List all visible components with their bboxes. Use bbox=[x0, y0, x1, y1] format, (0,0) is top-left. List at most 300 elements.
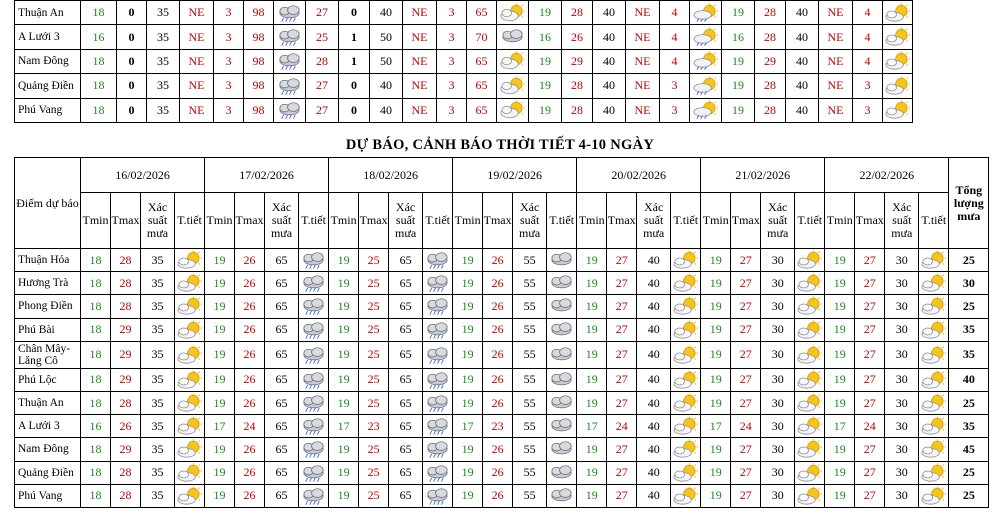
rain-probability-cell: 65 bbox=[389, 484, 423, 507]
wind-direction-cell: NE bbox=[403, 1, 437, 25]
rain-probability-cell: 65 bbox=[265, 391, 299, 414]
weather-cell bbox=[795, 368, 825, 391]
cloudy-icon bbox=[548, 439, 575, 459]
rain-probability-cell: 55 bbox=[513, 249, 547, 272]
tmax-cell: 28 bbox=[755, 25, 786, 49]
weather-cell bbox=[795, 249, 825, 272]
rain-probability-cell: 35 bbox=[147, 98, 180, 122]
rain-probability-cell: 65 bbox=[265, 368, 299, 391]
weather-cell bbox=[795, 341, 825, 368]
location-name: Nam Đông bbox=[15, 438, 81, 461]
tmax-cell: 26 bbox=[483, 295, 513, 318]
rain-probability-cell: 65 bbox=[265, 341, 299, 368]
tmin-cell: 19 bbox=[701, 249, 731, 272]
weather-header: T.tiết bbox=[175, 193, 205, 249]
location-header: Điểm dự báo bbox=[15, 158, 81, 249]
wind-level-cell: 3 bbox=[853, 98, 883, 122]
tmin-header: Tmin bbox=[577, 193, 607, 249]
rain-probability-cell: 40 bbox=[786, 74, 819, 98]
tmin-cell: 19 bbox=[577, 438, 607, 461]
sunny-cloud-icon bbox=[884, 100, 911, 120]
tmin-cell: 18 bbox=[81, 438, 111, 461]
wind-level-cell: 4 bbox=[853, 1, 883, 25]
sunny-cloud-icon bbox=[884, 51, 911, 71]
rain-probability-cell: 40 bbox=[637, 318, 671, 341]
rain-probability-cell: 35 bbox=[141, 368, 175, 391]
tmax-cell: 27 bbox=[607, 438, 637, 461]
weather-cell bbox=[423, 318, 453, 341]
cloudy-rain-icon bbox=[300, 320, 327, 340]
weather-cell bbox=[299, 295, 329, 318]
weather-cell bbox=[919, 368, 949, 391]
tmin-cell: 19 bbox=[453, 368, 483, 391]
tmin-cell: 19 bbox=[701, 318, 731, 341]
wind-level-cell: 3 bbox=[214, 98, 244, 122]
sunny-rain-icon bbox=[692, 3, 719, 23]
tmax-cell: 26 bbox=[111, 415, 141, 438]
location-name: Quảng Điền bbox=[15, 74, 81, 98]
table-row bbox=[15, 249, 989, 272]
tmin-cell: 19 bbox=[205, 484, 235, 507]
rain-probability-cell: 40 bbox=[593, 25, 626, 49]
humidity-cell: 98 bbox=[244, 74, 274, 98]
rain-probability-cell: 40 bbox=[593, 1, 626, 25]
tmin-cell: 19 bbox=[453, 272, 483, 295]
date-header: 17/02/2026 bbox=[205, 158, 329, 193]
location-name: A Lưới 3 bbox=[15, 25, 81, 49]
rain-probability-cell: 30 bbox=[885, 391, 919, 414]
tmin-cell: 18 bbox=[81, 272, 111, 295]
forecast-heading: DỰ BÁO, CẢNH BÁO THỜI TIẾT 4-10 NGÀY bbox=[345, 137, 655, 153]
location-name: Thuận An bbox=[15, 391, 81, 414]
tmax-cell: 24 bbox=[731, 415, 761, 438]
weather-cell bbox=[175, 415, 205, 438]
tmax-cell: 26 bbox=[235, 318, 265, 341]
tmin-cell: 19 bbox=[577, 391, 607, 414]
rain-probability-cell: 30 bbox=[885, 249, 919, 272]
tmax-cell: 28 bbox=[562, 74, 593, 98]
tmin-cell: 19 bbox=[825, 249, 855, 272]
tmin-cell: 19 bbox=[205, 368, 235, 391]
wind-direction-cell: NE bbox=[626, 25, 660, 49]
location-name: Phong Điền bbox=[15, 295, 81, 318]
tmax-cell: 24 bbox=[607, 415, 637, 438]
tmax-cell: 27 bbox=[855, 484, 885, 507]
tmin-cell: 19 bbox=[577, 484, 607, 507]
tmin-cell: 19 bbox=[329, 438, 359, 461]
tmax-cell: 26 bbox=[483, 461, 513, 484]
tmax-cell: 26 bbox=[483, 272, 513, 295]
tmax-cell: 28 bbox=[562, 1, 593, 25]
tmin-cell: 19 bbox=[205, 318, 235, 341]
weather-cell bbox=[299, 272, 329, 295]
tmin-cell: 18 bbox=[81, 391, 111, 414]
wind-level-cell: 3 bbox=[660, 98, 690, 122]
sunny-cloud-icon bbox=[796, 250, 823, 270]
sunny-cloud-icon bbox=[796, 345, 823, 365]
humidity-cell: 70 bbox=[467, 25, 497, 49]
cloudy-icon bbox=[548, 250, 575, 270]
sunny-rain-icon bbox=[692, 76, 719, 96]
location-name: Chân Mây-Lăng Cô bbox=[15, 341, 81, 368]
rain-probability-cell: 65 bbox=[389, 461, 423, 484]
rain-probability-cell: 30 bbox=[761, 272, 795, 295]
tmin-cell: 18 bbox=[81, 249, 111, 272]
rain-probability-cell: 65 bbox=[389, 391, 423, 414]
rain-cell: 0 bbox=[117, 74, 147, 98]
weather-cell bbox=[795, 295, 825, 318]
table-row bbox=[15, 484, 989, 507]
rain-probability-cell: 40 bbox=[637, 368, 671, 391]
tmin-cell: 18 bbox=[81, 295, 111, 318]
date-header: 20/02/2026 bbox=[577, 158, 701, 193]
rain-probability-header: Xác suất mưa bbox=[265, 193, 299, 249]
rain-probability-cell: 30 bbox=[761, 295, 795, 318]
rain-probability-cell: 65 bbox=[265, 438, 299, 461]
tmax-cell: 29 bbox=[111, 438, 141, 461]
weather-cell bbox=[175, 341, 205, 368]
sunny-cloud-icon bbox=[672, 370, 699, 390]
weather-header: T.tiết bbox=[795, 193, 825, 249]
rain-probability-cell: 30 bbox=[761, 391, 795, 414]
weather-cell bbox=[547, 249, 577, 272]
tmax-cell: 27 bbox=[731, 368, 761, 391]
rain-probability-cell: 30 bbox=[885, 461, 919, 484]
tmax-cell: 27 bbox=[731, 461, 761, 484]
weather-cell bbox=[497, 25, 529, 49]
tmax-cell: 28 bbox=[111, 461, 141, 484]
wind-direction-cell: NE bbox=[403, 49, 437, 73]
rain-probability-cell: 35 bbox=[147, 1, 180, 25]
cloudy-icon bbox=[548, 296, 575, 316]
tmax-cell: 27 bbox=[855, 318, 885, 341]
partly-sunny-icon bbox=[499, 100, 526, 120]
tmin-header: Tmin bbox=[81, 193, 111, 249]
tmin-cell: 16 bbox=[529, 25, 562, 49]
weather-cell bbox=[274, 74, 306, 98]
rain-probability-cell: 35 bbox=[141, 461, 175, 484]
tmin-cell: 19 bbox=[701, 368, 731, 391]
rain-probability-cell: 40 bbox=[593, 74, 626, 98]
weather-cell bbox=[299, 415, 329, 438]
rain-probability-cell: 65 bbox=[389, 249, 423, 272]
rain-probability-cell: 65 bbox=[265, 249, 299, 272]
wind-direction-cell: NE bbox=[180, 98, 214, 122]
total-rain-cell: 25 bbox=[949, 391, 989, 414]
tmin-cell: 19 bbox=[825, 368, 855, 391]
cloudy-rain-icon bbox=[424, 296, 451, 316]
tmin-cell: 19 bbox=[453, 341, 483, 368]
tmax-cell: 27 bbox=[607, 368, 637, 391]
date-header: 18/02/2026 bbox=[329, 158, 453, 193]
rain-probability-cell: 40 bbox=[786, 25, 819, 49]
table-row bbox=[15, 25, 913, 49]
tmin-cell: 19 bbox=[205, 341, 235, 368]
weather-cell bbox=[299, 438, 329, 461]
cloudy-rain-icon bbox=[276, 100, 303, 120]
tmax-cell: 29 bbox=[111, 341, 141, 368]
total-rain-cell: 45 bbox=[949, 438, 989, 461]
rain-probability-cell: 40 bbox=[637, 461, 671, 484]
tmax-cell: 28 bbox=[111, 484, 141, 507]
location-name: Phú Lộc bbox=[15, 368, 81, 391]
wind-direction-cell: NE bbox=[819, 25, 853, 49]
weather-cell bbox=[423, 461, 453, 484]
rain-probability-cell: 55 bbox=[513, 438, 547, 461]
cloudy-icon bbox=[548, 345, 575, 365]
location-name: Phú Vang bbox=[15, 98, 81, 122]
tmax-cell: 27 bbox=[306, 98, 339, 122]
tmin-cell: 19 bbox=[701, 438, 731, 461]
rain-probability-cell: 55 bbox=[513, 318, 547, 341]
tmin-cell: 17 bbox=[577, 415, 607, 438]
cloudy-rain-icon bbox=[424, 345, 451, 365]
cloudy-icon bbox=[548, 416, 575, 436]
rain-probability-cell: 30 bbox=[885, 272, 919, 295]
weather-cell bbox=[547, 341, 577, 368]
weather-cell bbox=[547, 391, 577, 414]
tmax-header: Tmax bbox=[731, 193, 761, 249]
rain-probability-cell: 35 bbox=[141, 295, 175, 318]
sunny-cloud-icon bbox=[920, 463, 947, 483]
tmax-cell: 27 bbox=[306, 74, 339, 98]
tmin-cell: 19 bbox=[701, 391, 731, 414]
tmax-cell: 29 bbox=[755, 49, 786, 73]
location-name: Quảng Điền bbox=[15, 461, 81, 484]
weather-cell bbox=[175, 318, 205, 341]
rain-cell: 0 bbox=[117, 25, 147, 49]
cloudy-rain-icon bbox=[300, 439, 327, 459]
tmin-cell: 19 bbox=[205, 438, 235, 461]
wind-direction-cell: NE bbox=[403, 25, 437, 49]
sunny-cloud-icon bbox=[176, 393, 203, 413]
rain-probability-cell: 30 bbox=[885, 295, 919, 318]
sunny-cloud-icon bbox=[796, 393, 823, 413]
wind-level-cell: 4 bbox=[660, 49, 690, 73]
tmin-cell: 19 bbox=[205, 391, 235, 414]
weather-cell bbox=[919, 461, 949, 484]
weather-cell bbox=[671, 391, 701, 414]
tmin-cell: 19 bbox=[529, 1, 562, 25]
tmin-cell: 19 bbox=[205, 272, 235, 295]
tmin-cell: 19 bbox=[453, 295, 483, 318]
weather-cell bbox=[919, 318, 949, 341]
tmin-cell: 19 bbox=[701, 272, 731, 295]
cloudy-rain-icon bbox=[300, 393, 327, 413]
tmax-cell: 25 bbox=[359, 249, 389, 272]
humidity-cell: 65 bbox=[467, 1, 497, 25]
sunny-cloud-icon bbox=[176, 296, 203, 316]
total-rain-cell: 25 bbox=[949, 295, 989, 318]
table-row bbox=[15, 368, 989, 391]
weather-cell bbox=[547, 461, 577, 484]
tmax-cell: 27 bbox=[855, 272, 885, 295]
wind-level-cell: 4 bbox=[853, 25, 883, 49]
tmin-cell: 19 bbox=[529, 98, 562, 122]
sunny-cloud-icon bbox=[796, 486, 823, 506]
tmin-cell: 19 bbox=[329, 391, 359, 414]
weather-cell bbox=[423, 341, 453, 368]
weather-cell bbox=[175, 272, 205, 295]
tmin-cell: 19 bbox=[453, 391, 483, 414]
tmin-cell: 18 bbox=[81, 341, 111, 368]
rain-cell: 1 bbox=[339, 25, 370, 49]
tmin-cell: 18 bbox=[81, 74, 117, 98]
rain-probability-cell: 50 bbox=[370, 25, 403, 49]
cloudy-rain-icon bbox=[300, 250, 327, 270]
tmax-cell: 29 bbox=[562, 49, 593, 73]
rain-probability-cell: 30 bbox=[885, 318, 919, 341]
weather-cell bbox=[883, 25, 913, 49]
tmin-cell: 19 bbox=[205, 249, 235, 272]
tmax-cell: 25 bbox=[359, 272, 389, 295]
rain-probability-cell: 30 bbox=[885, 484, 919, 507]
weather-cell bbox=[423, 391, 453, 414]
tmin-cell: 19 bbox=[529, 74, 562, 98]
cloudy-rain-icon bbox=[276, 27, 303, 47]
cloudy-rain-icon bbox=[300, 486, 327, 506]
weather-cell bbox=[795, 461, 825, 484]
rain-cell: 0 bbox=[339, 98, 370, 122]
tmin-cell: 18 bbox=[81, 461, 111, 484]
sunny-cloud-icon bbox=[672, 345, 699, 365]
rain-probability-cell: 65 bbox=[389, 272, 423, 295]
sunny-cloud-icon bbox=[920, 439, 947, 459]
weather-cell bbox=[497, 49, 529, 73]
cloudy-icon bbox=[499, 27, 526, 47]
wind-level-cell: 3 bbox=[437, 74, 467, 98]
weather-header: T.tiết bbox=[299, 193, 329, 249]
tmax-cell: 28 bbox=[755, 1, 786, 25]
tmax-cell: 28 bbox=[755, 98, 786, 122]
tmax-cell: 27 bbox=[855, 391, 885, 414]
sunny-cloud-icon bbox=[176, 345, 203, 365]
table-row bbox=[15, 461, 989, 484]
tmin-cell: 18 bbox=[81, 49, 117, 73]
partly-sunny-icon bbox=[499, 3, 526, 23]
weather-cell bbox=[423, 272, 453, 295]
tmin-cell: 16 bbox=[81, 415, 111, 438]
humidity-cell: 98 bbox=[244, 1, 274, 25]
tmax-cell: 27 bbox=[731, 272, 761, 295]
table-row bbox=[15, 98, 913, 122]
weather-cell bbox=[274, 25, 306, 49]
rain-probability-header: Xác suất mưa bbox=[885, 193, 919, 249]
wind-level-cell: 3 bbox=[214, 74, 244, 98]
total-rain-cell: 35 bbox=[949, 415, 989, 438]
rain-probability-cell: 35 bbox=[147, 25, 180, 49]
tmin-cell: 19 bbox=[701, 295, 731, 318]
rain-probability-cell: 40 bbox=[370, 1, 403, 25]
weather-cell bbox=[547, 438, 577, 461]
cloudy-icon bbox=[548, 320, 575, 340]
location-name: Phú Bài bbox=[15, 318, 81, 341]
rain-probability-cell: 35 bbox=[141, 272, 175, 295]
total-rain-cell: 35 bbox=[949, 318, 989, 341]
tmin-cell: 19 bbox=[329, 318, 359, 341]
tmax-header: Tmax bbox=[235, 193, 265, 249]
tmax-cell: 26 bbox=[483, 318, 513, 341]
rain-cell: 0 bbox=[339, 74, 370, 98]
tmax-cell: 27 bbox=[855, 438, 885, 461]
rain-probability-cell: 40 bbox=[370, 74, 403, 98]
tmin-cell: 19 bbox=[329, 341, 359, 368]
cloudy-rain-icon bbox=[424, 370, 451, 390]
rain-probability-cell: 40 bbox=[637, 415, 671, 438]
weather-cell bbox=[547, 272, 577, 295]
tmax-cell: 28 bbox=[306, 49, 339, 73]
weather-cell bbox=[547, 295, 577, 318]
tmin-cell: 19 bbox=[329, 249, 359, 272]
tmax-cell: 27 bbox=[607, 341, 637, 368]
rain-probability-cell: 65 bbox=[389, 341, 423, 368]
weather-cell bbox=[671, 249, 701, 272]
rain-probability-cell: 30 bbox=[885, 368, 919, 391]
cloudy-rain-icon bbox=[300, 370, 327, 390]
wind-direction-cell: NE bbox=[180, 74, 214, 98]
tmin-cell: 17 bbox=[701, 415, 731, 438]
tmin-cell: 19 bbox=[205, 461, 235, 484]
tmin-cell: 19 bbox=[722, 98, 755, 122]
cloudy-icon bbox=[548, 486, 575, 506]
tmax-cell: 26 bbox=[562, 25, 593, 49]
tmin-cell: 19 bbox=[825, 461, 855, 484]
wind-direction-cell: NE bbox=[626, 74, 660, 98]
tmin-cell: 19 bbox=[453, 438, 483, 461]
tmax-cell: 27 bbox=[855, 461, 885, 484]
sunny-cloud-icon bbox=[176, 370, 203, 390]
sunny-cloud-icon bbox=[672, 463, 699, 483]
tmax-cell: 26 bbox=[483, 341, 513, 368]
rain-probability-cell: 55 bbox=[513, 341, 547, 368]
weather-cell bbox=[883, 74, 913, 98]
humidity-cell: 65 bbox=[467, 98, 497, 122]
rain-cell: 1 bbox=[339, 49, 370, 73]
wind-level-cell: 4 bbox=[660, 1, 690, 25]
rain-probability-cell: 40 bbox=[786, 1, 819, 25]
tmax-cell: 26 bbox=[235, 391, 265, 414]
tmin-cell: 19 bbox=[701, 461, 731, 484]
wind-level-cell: 4 bbox=[853, 49, 883, 73]
wind-level-cell: 3 bbox=[437, 49, 467, 73]
weather-cell bbox=[497, 1, 529, 25]
weather-cell bbox=[919, 295, 949, 318]
rain-probability-cell: 40 bbox=[370, 98, 403, 122]
weather-cell bbox=[547, 415, 577, 438]
weather-cell bbox=[547, 368, 577, 391]
total-rain-cell: 25 bbox=[949, 484, 989, 507]
tmax-cell: 28 bbox=[111, 249, 141, 272]
weather-cell bbox=[423, 484, 453, 507]
sunny-cloud-icon bbox=[920, 370, 947, 390]
date-header: 16/02/2026 bbox=[81, 158, 205, 193]
wind-direction-cell: NE bbox=[626, 49, 660, 73]
table-row bbox=[15, 49, 913, 73]
tmax-cell: 25 bbox=[359, 341, 389, 368]
rain-probability-cell: 55 bbox=[513, 272, 547, 295]
weather-cell bbox=[671, 484, 701, 507]
humidity-cell: 65 bbox=[467, 74, 497, 98]
tmax-cell: 27 bbox=[855, 295, 885, 318]
table-row bbox=[15, 391, 989, 414]
tmax-cell: 27 bbox=[855, 249, 885, 272]
weather-cell bbox=[795, 415, 825, 438]
rain-probability-cell: 40 bbox=[786, 49, 819, 73]
wind-direction-cell: NE bbox=[626, 1, 660, 25]
tmin-cell: 19 bbox=[453, 484, 483, 507]
tmin-cell: 16 bbox=[722, 25, 755, 49]
rain-probability-cell: 35 bbox=[141, 484, 175, 507]
